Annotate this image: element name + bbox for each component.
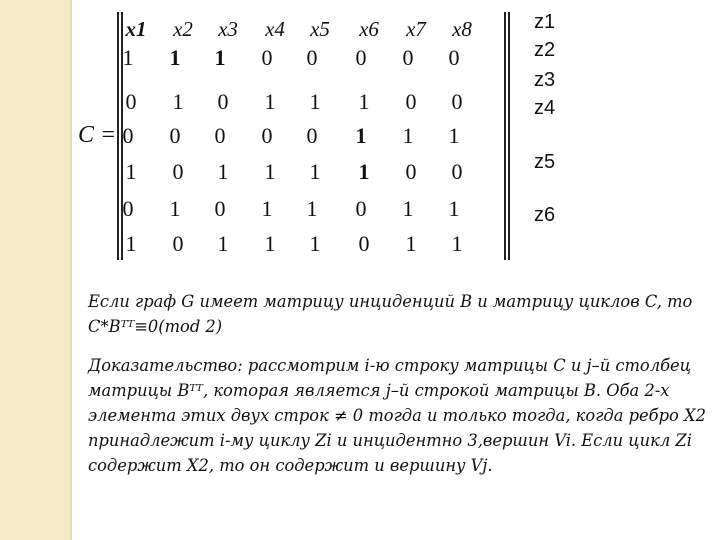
matrix-right-bracket-inner: [508, 12, 510, 260]
matrix-cell: 1: [264, 231, 276, 256]
cycle-label-2: z2: [534, 39, 556, 61]
matrix-cell: 1: [264, 159, 276, 184]
matrix-cell: 0: [451, 159, 463, 184]
matrix-header-5: x5: [310, 17, 330, 41]
matrix-cell: 0: [451, 89, 463, 114]
matrix-cell: 1: [172, 89, 184, 114]
matrix-cell: 0: [405, 89, 417, 114]
matrix-cell: 1: [309, 231, 321, 256]
matrix-cell: 1: [169, 45, 181, 70]
matrix-header-7: x7: [406, 17, 426, 41]
matrix-cell: 1: [448, 123, 460, 148]
theorem-line-1: Если граф G имеет матрицу инциденций B и матрицу циклов C, то: [88, 292, 693, 311]
matrix-cell: 1: [217, 231, 229, 256]
cycle-label-4: z4: [534, 97, 556, 119]
matrix-cell: 1: [358, 89, 370, 114]
matrix-cell: 1: [355, 123, 367, 148]
matrix-header-4: x4: [265, 17, 285, 41]
matrix-header-2: x2: [173, 17, 193, 41]
matrix-cell: 1: [306, 196, 318, 221]
matrix-header-3: x3: [218, 17, 238, 41]
matrix-cell: 0: [217, 89, 229, 114]
matrix-cell: 1: [261, 196, 273, 221]
matrix-cell: 0: [448, 45, 460, 70]
matrix-right-bracket: [504, 12, 506, 260]
cycle-label-5: z5: [534, 151, 556, 173]
matrix-cell: 1: [448, 196, 460, 221]
matrix-cell: 0: [261, 45, 273, 70]
matrix-cell: 1: [125, 159, 137, 184]
matrix-cell: 0: [122, 123, 134, 148]
matrix-header-1: x1: [125, 17, 147, 41]
matrix-cell: 1: [451, 231, 463, 256]
cycle-label-6: z6: [534, 204, 556, 226]
matrix-cell: 1: [358, 159, 370, 184]
matrix-cell: 0: [169, 123, 181, 148]
matrix-cell: 1: [125, 231, 137, 256]
matrix-cell: 0: [355, 196, 367, 221]
proof-line-1: Доказательство: рассмотрим i-ю строку матрицы C и j–й столбец: [88, 356, 692, 375]
proof-line-3: элемента этих двух строк ≠ 0 тогда и только тогда, когда ребро X2: [88, 406, 706, 425]
matrix-cell: 1: [405, 231, 417, 256]
matrix-cell: 0: [261, 123, 273, 148]
matrix-left-bracket: [117, 12, 119, 260]
matrix-cell: 1: [309, 89, 321, 114]
proof-line-2: матрицы Bᵀᵀ, которая является j–й строкой матрицы B. Оба 2-х: [88, 381, 670, 400]
matrix-cell: 1: [122, 45, 134, 70]
matrix-cell: 1: [214, 45, 226, 70]
matrix-cell: 1: [402, 196, 414, 221]
matrix-cell: 0: [214, 196, 226, 221]
matrix-cell: 0: [355, 45, 367, 70]
matrix-cell: 0: [214, 123, 226, 148]
matrix-cell: 1: [402, 123, 414, 148]
matrix-header-6: x6: [359, 17, 379, 41]
matrix-cell: 0: [122, 196, 134, 221]
matrix-cell: 1: [264, 89, 276, 114]
cycle-label-1: z1: [534, 11, 556, 33]
matrix-cell: 0: [358, 231, 370, 256]
cycle-label-3: z3: [534, 69, 556, 91]
matrix-cell: 1: [217, 159, 229, 184]
matrix-cell: 0: [306, 123, 318, 148]
matrix-cell: 0: [172, 159, 184, 184]
matrix-cell: 0: [125, 89, 137, 114]
matrix-cell: 0: [405, 159, 417, 184]
proof-line-5: содержит X2, то он содержит и вершину Vj.: [88, 456, 493, 475]
matrix-cell: 1: [309, 159, 321, 184]
theorem-line-2: C*Bᵀᵀ≡0(mod 2): [88, 317, 223, 336]
matrix-label: C =: [78, 122, 117, 148]
matrix-cell: 0: [402, 45, 414, 70]
proof-line-4: принадлежит i-му циклу Zi и инцидентно 3,вершин Vi. Если цикл Zi: [88, 431, 692, 450]
matrix-cell: 0: [306, 45, 318, 70]
matrix-header-8: x8: [452, 17, 472, 41]
matrix-cell: 0: [172, 231, 184, 256]
matrix-cell: 1: [169, 196, 181, 221]
